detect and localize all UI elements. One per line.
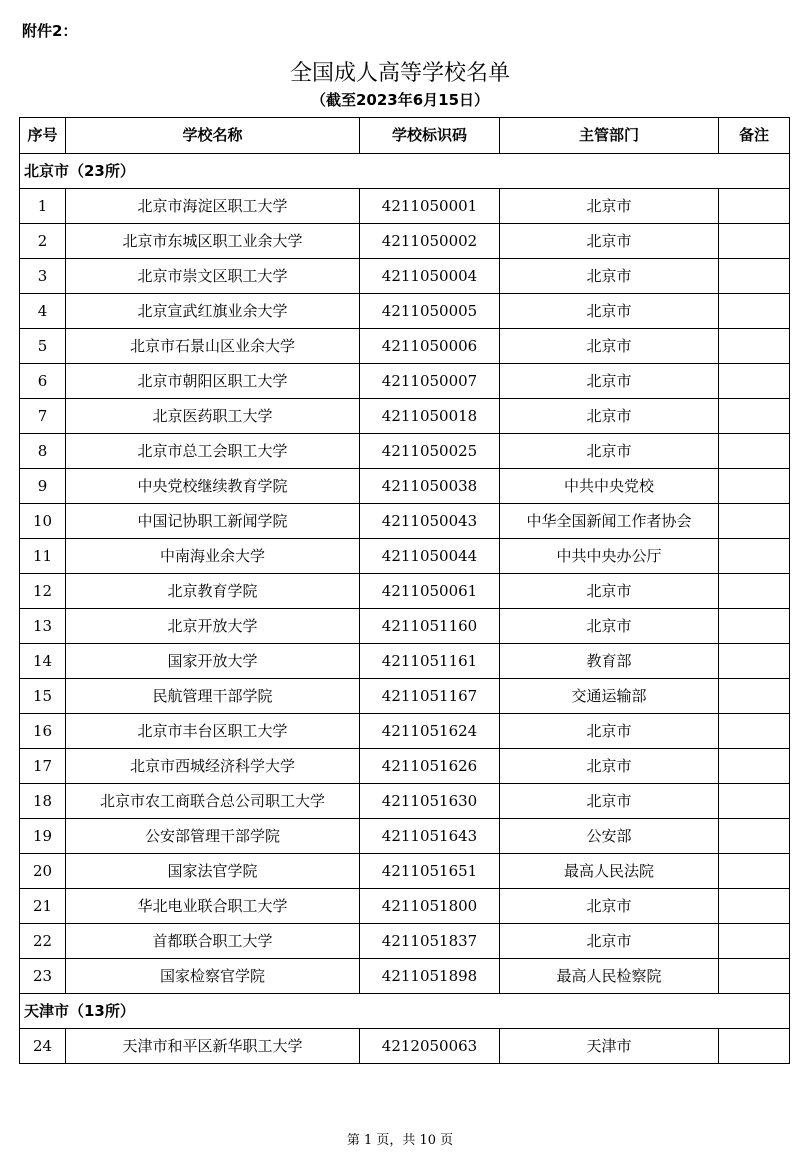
cell-index: 23: [20, 959, 66, 994]
cell-remarks: [719, 959, 790, 994]
cell-department: 北京市: [500, 924, 719, 959]
school-list-table: [19, 117, 790, 1076]
cell-school-code: 4211051898: [360, 959, 500, 994]
cell-remarks: [719, 609, 790, 644]
cell-index: 24: [20, 1029, 66, 1064]
cell-remarks: [719, 189, 790, 224]
cell-department: 最高人民检察院: [500, 959, 719, 994]
header-school-name: 学校名称: [66, 118, 360, 154]
cell-school-code: 4211051167: [360, 679, 500, 714]
cell-department: 北京市: [500, 609, 719, 644]
cell-index: 22: [20, 924, 66, 959]
empty-cell: [360, 1064, 500, 1077]
cell-school-name: 北京宣武红旗业余大学: [66, 294, 360, 329]
cell-school-name: 北京市西城经济科学大学: [66, 749, 360, 784]
section-title: 天津市（13所）: [20, 994, 790, 1029]
cell-department: 北京市: [500, 259, 719, 294]
header-index: 序号: [20, 118, 66, 154]
cell-department: 北京市: [500, 399, 719, 434]
cell-index: 2: [20, 224, 66, 259]
table-row: [20, 364, 790, 399]
cell-school-code: 4211050018: [360, 399, 500, 434]
cell-index: 21: [20, 889, 66, 924]
cell-school-name: 国家检察官学院: [66, 959, 360, 994]
cell-remarks: [719, 469, 790, 504]
cell-department: 北京市: [500, 364, 719, 399]
table-row: [20, 329, 790, 364]
cell-school-code: 4211051800: [360, 889, 500, 924]
cell-remarks: [719, 294, 790, 329]
cell-remarks: [719, 889, 790, 924]
header-department: 主管部门: [500, 118, 719, 154]
cell-remarks: [719, 399, 790, 434]
header-school-code: 学校标识码: [360, 118, 500, 154]
empty-cell: [20, 1064, 66, 1077]
cell-index: 9: [20, 469, 66, 504]
table-body: [20, 154, 790, 1077]
cell-department: 中共中央办公厅: [500, 539, 719, 574]
table-row: [20, 189, 790, 224]
cell-remarks: [719, 924, 790, 959]
table-row: [20, 644, 790, 679]
cell-school-name: 北京市总工会职工大学: [66, 434, 360, 469]
section-row: [20, 154, 790, 189]
cell-index: 10: [20, 504, 66, 539]
cell-index: 5: [20, 329, 66, 364]
table-row: [20, 504, 790, 539]
cell-school-code: 4211050006: [360, 329, 500, 364]
cell-school-name: 华北电业联合职工大学: [66, 889, 360, 924]
cell-department: 中共中央党校: [500, 469, 719, 504]
table-row: [20, 749, 790, 784]
cell-index: 6: [20, 364, 66, 399]
cell-index: 3: [20, 259, 66, 294]
cell-department: 北京市: [500, 434, 719, 469]
table-row: [20, 224, 790, 259]
cell-index: 13: [20, 609, 66, 644]
table-row: [20, 259, 790, 294]
cell-school-name: 北京市东城区职工业余大学: [66, 224, 360, 259]
cell-department: 交通运输部: [500, 679, 719, 714]
table-row: [20, 609, 790, 644]
cell-department: 教育部: [500, 644, 719, 679]
table-row: [20, 819, 790, 854]
cell-department: 北京市: [500, 294, 719, 329]
cell-school-name: 北京开放大学: [66, 609, 360, 644]
cell-school-code: 4211050044: [360, 539, 500, 574]
table-row: [20, 1029, 790, 1064]
empty-cell: [719, 1064, 790, 1077]
cell-department: 最高人民法院: [500, 854, 719, 889]
cell-school-name: 中南海业余大学: [66, 539, 360, 574]
cell-school-code: 4211050025: [360, 434, 500, 469]
page-footer: 第 1 页，共 10 页: [346, 1133, 454, 1148]
cell-index: 16: [20, 714, 66, 749]
cell-school-code: 4211051643: [360, 819, 500, 854]
cell-remarks: [719, 784, 790, 819]
cell-remarks: [719, 714, 790, 749]
cell-remarks: [719, 434, 790, 469]
empty-cell: [66, 1064, 360, 1077]
cell-index: 17: [20, 749, 66, 784]
cell-department: 北京市: [500, 574, 719, 609]
cell-school-name: 国家开放大学: [66, 644, 360, 679]
cell-school-name: 北京市朝阳区职工大学: [66, 364, 360, 399]
document-title: 全国成人高等学校名单: [289, 61, 510, 86]
cell-index: 1: [20, 189, 66, 224]
table-row: [20, 574, 790, 609]
empty-cell: [500, 1064, 719, 1077]
cell-index: 7: [20, 399, 66, 434]
cell-index: 15: [20, 679, 66, 714]
table-row: [20, 784, 790, 819]
table-row: [20, 959, 790, 994]
cell-school-name: 公安部管理干部学院: [66, 819, 360, 854]
cell-department: 天津市: [500, 1029, 719, 1064]
table-row: [20, 889, 790, 924]
table-row: [20, 924, 790, 959]
cell-school-code: 4212050063: [360, 1029, 500, 1064]
cell-school-name: 国家法官学院: [66, 854, 360, 889]
table-header-row: [20, 118, 790, 154]
cell-school-code: 4211051837: [360, 924, 500, 959]
cell-school-name: 中央党校继续教育学院: [66, 469, 360, 504]
cell-remarks: [719, 259, 790, 294]
section-row: [20, 994, 790, 1029]
cell-school-name: 中国记协职工新闻学院: [66, 504, 360, 539]
cell-school-code: 4211051161: [360, 644, 500, 679]
cell-school-code: 4211050007: [360, 364, 500, 399]
document-subtitle: （截至2023年6月15日）: [310, 91, 490, 109]
cell-school-code: 4211050043: [360, 504, 500, 539]
cell-remarks: [719, 749, 790, 784]
cell-remarks: [719, 504, 790, 539]
cell-index: 18: [20, 784, 66, 819]
cell-department: 北京市: [500, 784, 719, 819]
section-title: 北京市（23所）: [20, 154, 790, 189]
cell-school-code: 4211051626: [360, 749, 500, 784]
cell-department: 北京市: [500, 749, 719, 784]
cell-department: 公安部: [500, 819, 719, 854]
table-row: [20, 399, 790, 434]
cell-school-name: 民航管理干部学院: [66, 679, 360, 714]
header-remarks: 备注: [719, 118, 790, 154]
cell-remarks: [719, 644, 790, 679]
cell-index: 19: [20, 819, 66, 854]
cell-remarks: [719, 819, 790, 854]
cell-department: 中华全国新闻工作者协会: [500, 504, 719, 539]
cell-remarks: [719, 1029, 790, 1064]
cell-department: 北京市: [500, 189, 719, 224]
cell-remarks: [719, 539, 790, 574]
cell-remarks: [719, 224, 790, 259]
cell-school-code: 4211051624: [360, 714, 500, 749]
cell-school-code: 4211050038: [360, 469, 500, 504]
cell-school-code: 4211050002: [360, 224, 500, 259]
cell-school-code: 4211050061: [360, 574, 500, 609]
cell-department: 北京市: [500, 224, 719, 259]
cell-school-name: 北京市农工商联合总公司职工大学: [66, 784, 360, 819]
cell-school-name: 天津市和平区新华职工大学: [66, 1029, 360, 1064]
cell-remarks: [719, 329, 790, 364]
table-continuation-row: [20, 1064, 790, 1077]
cell-index: 11: [20, 539, 66, 574]
cell-remarks: [719, 679, 790, 714]
cell-school-code: 4211051651: [360, 854, 500, 889]
cell-department: 北京市: [500, 714, 719, 749]
table-row: [20, 294, 790, 329]
cell-index: 20: [20, 854, 66, 889]
table-row: [20, 714, 790, 749]
table-row: [20, 854, 790, 889]
cell-remarks: [719, 854, 790, 889]
cell-school-name: 北京市海淀区职工大学: [66, 189, 360, 224]
table-row: [20, 539, 790, 574]
cell-school-name: 北京市丰台区职工大学: [66, 714, 360, 749]
cell-school-name: 北京市崇文区职工大学: [66, 259, 360, 294]
cell-index: 4: [20, 294, 66, 329]
cell-school-code: 4211051630: [360, 784, 500, 819]
cell-department: 北京市: [500, 329, 719, 364]
cell-index: 12: [20, 574, 66, 609]
attachment-label: 附件2：: [22, 22, 78, 40]
table-row: [20, 679, 790, 714]
cell-remarks: [719, 364, 790, 399]
table-row: [20, 469, 790, 504]
cell-school-code: 4211051160: [360, 609, 500, 644]
cell-department: 北京市: [500, 889, 719, 924]
table-row: [20, 434, 790, 469]
cell-school-name: 北京市石景山区业余大学: [66, 329, 360, 364]
cell-index: 14: [20, 644, 66, 679]
cell-school-name: 首都联合职工大学: [66, 924, 360, 959]
cell-index: 8: [20, 434, 66, 469]
cell-remarks: [719, 574, 790, 609]
cell-school-name: 北京医药职工大学: [66, 399, 360, 434]
cell-school-code: 4211050001: [360, 189, 500, 224]
cell-school-code: 4211050005: [360, 294, 500, 329]
cell-school-code: 4211050004: [360, 259, 500, 294]
cell-school-name: 北京教育学院: [66, 574, 360, 609]
